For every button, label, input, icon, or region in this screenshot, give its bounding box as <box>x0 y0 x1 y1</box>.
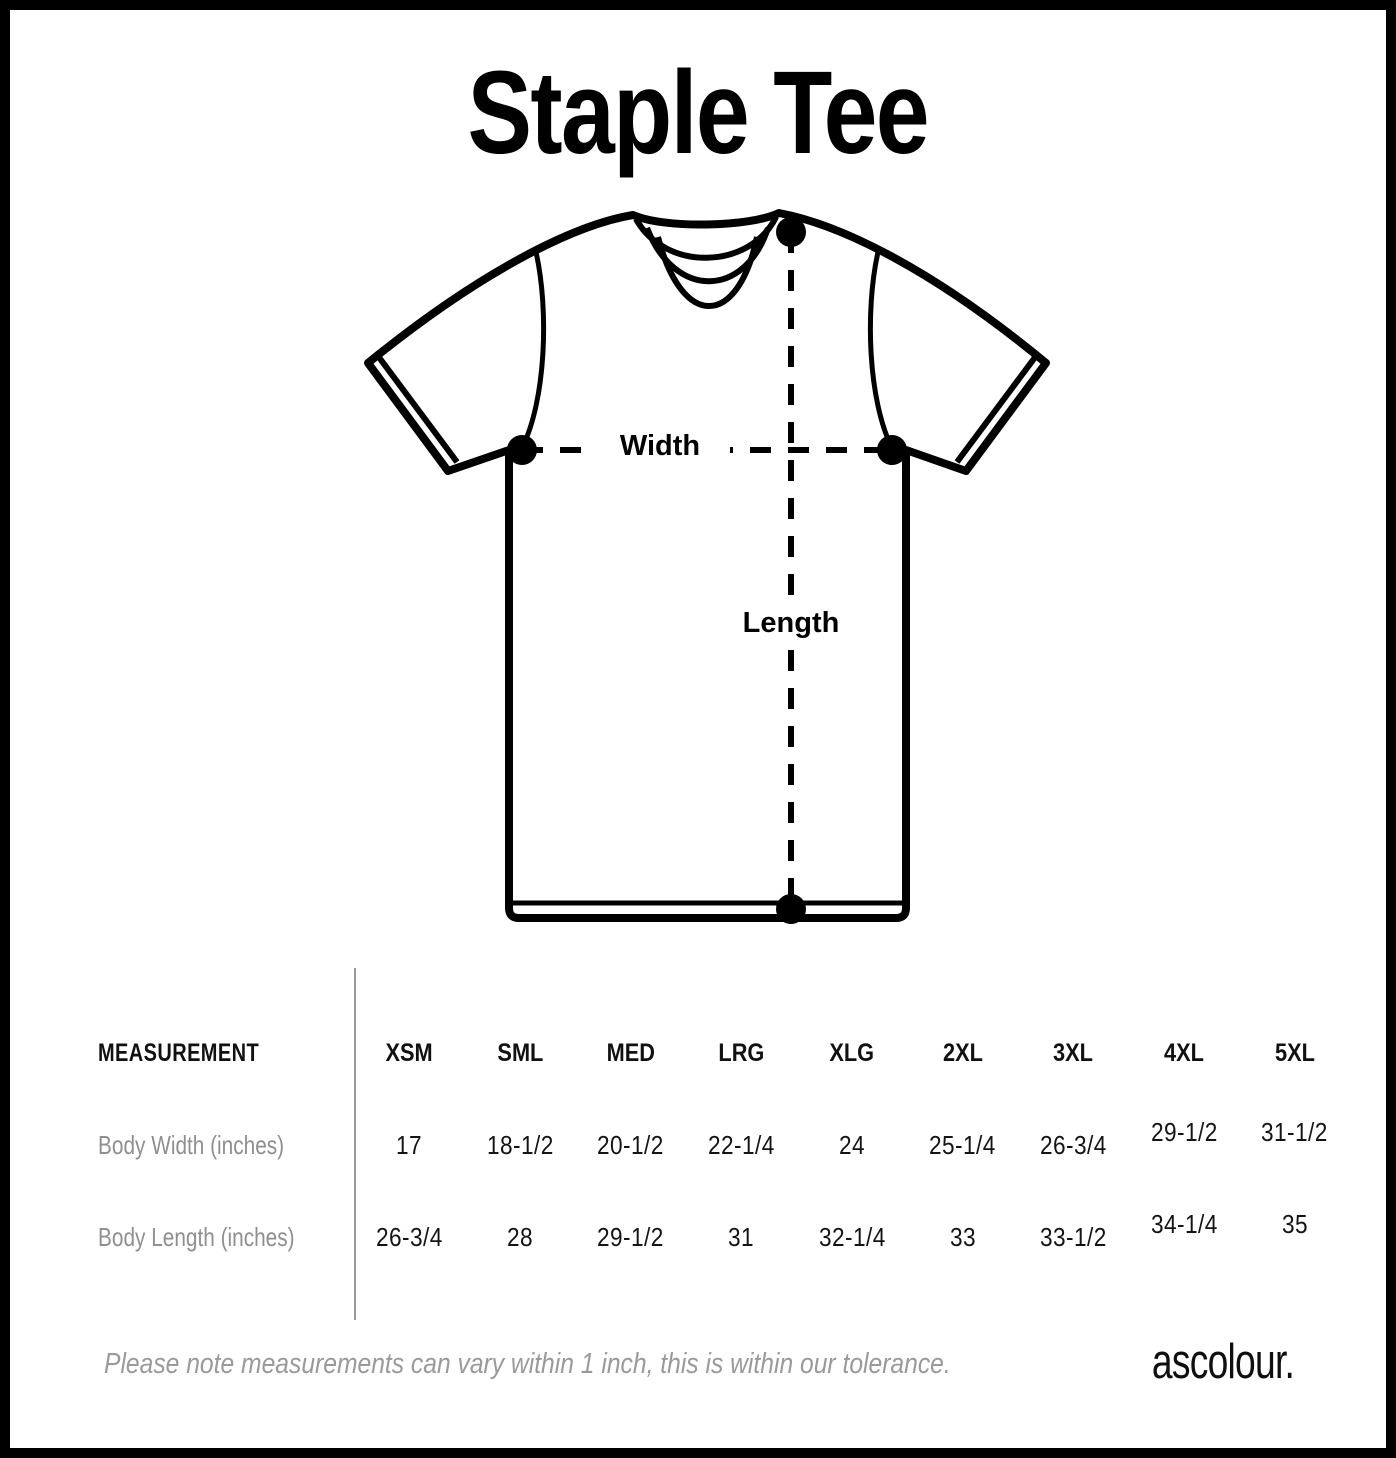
body-length-row <box>70 1191 1350 1283</box>
body-width-value: 24 <box>839 1129 866 1160</box>
size-header-4xl: 4XL <box>1164 1038 1204 1067</box>
size-header-lrg: LRG <box>718 1038 765 1067</box>
body-width-row <box>70 1099 1350 1191</box>
body-width-value: 18-1/2 <box>486 1129 554 1160</box>
body-length-value: 26-3/4 <box>375 1221 443 1252</box>
size-header-sml: SML <box>497 1038 543 1067</box>
size-header-5xl: 5XL <box>1274 1038 1315 1067</box>
tshirt-outline <box>368 213 1046 918</box>
length-measure-label: Length <box>713 608 869 638</box>
size-header-med: MED <box>606 1038 655 1067</box>
tolerance-note: Please note measurements can vary within 1 inch, this is within our tolerance. <box>104 1348 951 1380</box>
measurement-header-cell <box>70 1039 354 1068</box>
body-length-value: 35 <box>1281 1208 1308 1239</box>
body-length-value: 29-1/2 <box>597 1221 665 1252</box>
body-length-value: 33-1/2 <box>1039 1221 1107 1252</box>
right-underarm-dot <box>877 435 907 465</box>
body-width-value: 31-1/2 <box>1261 1116 1329 1147</box>
body-length-label-cell: Body Length (inches) <box>98 1221 295 1252</box>
shoulder-point-dot <box>776 217 806 247</box>
body-width-value: 25-1/4 <box>929 1129 997 1160</box>
size-table-header-row <box>70 1007 1350 1099</box>
width-measure-label: Width <box>590 431 730 461</box>
left-underarm-dot <box>507 435 537 465</box>
size-header-3xl: 3XL <box>1053 1038 1094 1067</box>
body-width-value: 29-1/2 <box>1150 1116 1218 1147</box>
body-length-value: 31 <box>728 1221 755 1252</box>
size-header-xsm: XSM <box>385 1038 433 1067</box>
body-width-value: 26-3/4 <box>1039 1129 1107 1160</box>
size-table <box>70 1007 1350 1283</box>
body-width-value: 17 <box>396 1129 423 1160</box>
body-width-value: 22-1/4 <box>707 1129 775 1160</box>
page-title-text: Staple Tee <box>467 47 929 179</box>
body-length-value: 33 <box>949 1221 976 1252</box>
measurement-header-label: MEASUREMENT <box>98 1038 260 1067</box>
size-header-xlg: XLG <box>829 1038 875 1067</box>
hem-point-dot <box>776 894 806 924</box>
body-length-value: 32-1/4 <box>818 1221 886 1252</box>
body-length-value: 34-1/4 <box>1150 1208 1218 1239</box>
body-width-value: 20-1/2 <box>597 1129 665 1160</box>
ascolour-logo: ascolour. <box>1151 1335 1294 1389</box>
body-width-label-cell: Body Width (inches) <box>98 1129 285 1160</box>
size-header-2xl: 2XL <box>942 1038 983 1067</box>
body-length-value: 28 <box>506 1221 534 1252</box>
